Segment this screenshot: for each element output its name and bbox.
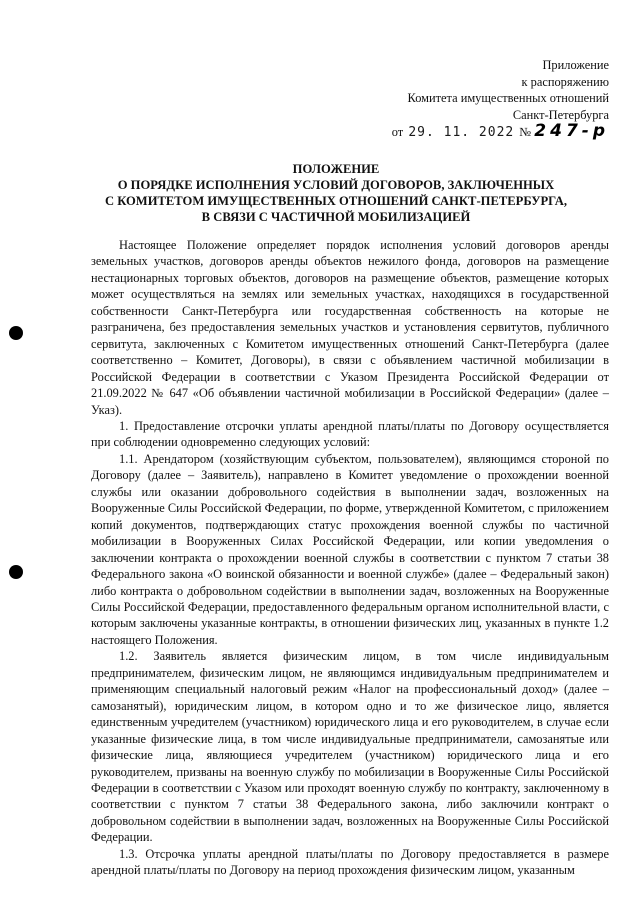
document-body (91, 237, 609, 879)
date-prefix: от (391, 125, 404, 140)
paragraph-1-3: 1.3. Отсрочка уплаты арендной платы/платы по Договору предоставляется в размере арендной платы/платы по Договору на период прохождения физическим лицом, указанным (91, 846, 609, 878)
header-line-city: Санкт-Петербурга (512, 107, 609, 122)
title-line-3: С КОМИТЕТОМ ИМУЩЕСТВЕННЫХ ОТНОШЕНИЙ САНКТ-ПЕТЕРБУРГА, (104, 194, 568, 208)
handwritten-date: 29. 11. 2022 (408, 125, 515, 141)
handwritten-number: 247-р (534, 121, 609, 142)
document-title (60, 161, 612, 225)
punch-hole-top (9, 326, 23, 340)
number-prefix: № (519, 125, 532, 140)
paragraph-1-1: 1.1. Арендатором (хозяйствующим субъектом, пользователем), являющимся стороной по Договору (далее – Заявитель), направлено в Комитет уведомление о прохождении военной службы или оказании добровольного содействия в выполнении задач, возложенных на Вооруженные Силы Российской Федерации, по форме, утвержденной Комитетом, с приложением копий документов, подтверждающих статус прохождения военной службы по частичной мобилизации в Вооруженных Силах Российской Федерации, или копии уведомления о заключении контракта о прохождении военной службы в соответствии с пунктом 7 статьи 38 Федерального закона «О воинской обязанности и военной службе» (далее – Федеральный закон) либо контракта о добровольном содействии в выполнении задач, возложенных на Вооруженные Силы Российской Федерации, предоставленного федеральным органом исполнительной власти, с которым заключены указанные контракты, в отношении физических лиц, указанных в пункте 1.2 настоящего Положения. (91, 451, 609, 647)
title-line-2: О ПОРЯДКЕ ИСПОЛНЕНИЯ УСЛОВИЙ ДОГОВОРОВ, ЗАКЛЮЧЕННЫХ (117, 178, 555, 192)
header-line-appendix: Приложение (542, 58, 609, 72)
title-line-4: В СВЯЗИ С ЧАСТИЧНОЙ МОБИЛИЗАЦИЕЙ (201, 210, 471, 224)
header-line-committee: Комитета имущественных отношений (407, 91, 609, 106)
punch-hole-bottom (9, 565, 23, 579)
paragraph-intro: Настоящее Положение определяет порядок исполнения условий договоров аренды земельных участков, договоров аренды объектов нежилого фонда, договоров на размещение нестационарных торговых объектов, договоров на размещение объектов, размещение которых может осуществляться на землях или земельных участках, находящихся в государственной собственности Санкт-Петербурга или государственная собственность на которые не разграничена, без предоставления земельных участков и установления сервитутов, публичного сервитута, заключенных с Комитетом имущественных отношений Санкт-Петербурга (далее соответственно – Комитет, Договоры), в связи с объявлением частичной мобилизации в Российской Федерации в соответствии с Указом Президента Российской Федерации от 21.09.2022 № 647 «Об объявлении частичной мобилизации в Российской Федерации» (далее – Указ). (91, 238, 609, 417)
document-header (392, 57, 609, 142)
header-line-order: к распоряжению (521, 74, 609, 89)
paragraph-1: 1. Предоставление отсрочки уплаты арендной платы/платы по Договору осуществляется при соблюдении одновременно следующих условий: (91, 418, 609, 450)
header-date-line (392, 123, 609, 142)
paragraph-1-2: 1.2. Заявитель является физическим лицом, в том числе индивидуальным предпринимателем, физическим лицом, не являющимся индивидуальным предпринимателем и применяющим специальный налоговый режим «Налог на профессиональный доход» (далее – самозанятый), юридическим лицом, в котором одно и то же физическое лицо, является единственным учредителем (участником) юридического лица и его руководителем, в случае если указанные физические лица, в том числе индивидуальные предприниматели, самозанятые или физические лица, являющиеся учредителем (участником) юридического лица и его руководителем, призваны на военную службу по мобилизации в Вооруженные Силы Российской Федерации в соответствии с Указом или проходят военную службу по контракту, заключенному в соответствии с пунктом 7 статьи 38 Федерального закона, либо заключили контракт о добровольном содействии в выполнении задач, возложенных на Вооруженные Силы Российской Федерации. (91, 649, 609, 845)
title-line-1: ПОЛОЖЕНИЕ (292, 162, 380, 176)
